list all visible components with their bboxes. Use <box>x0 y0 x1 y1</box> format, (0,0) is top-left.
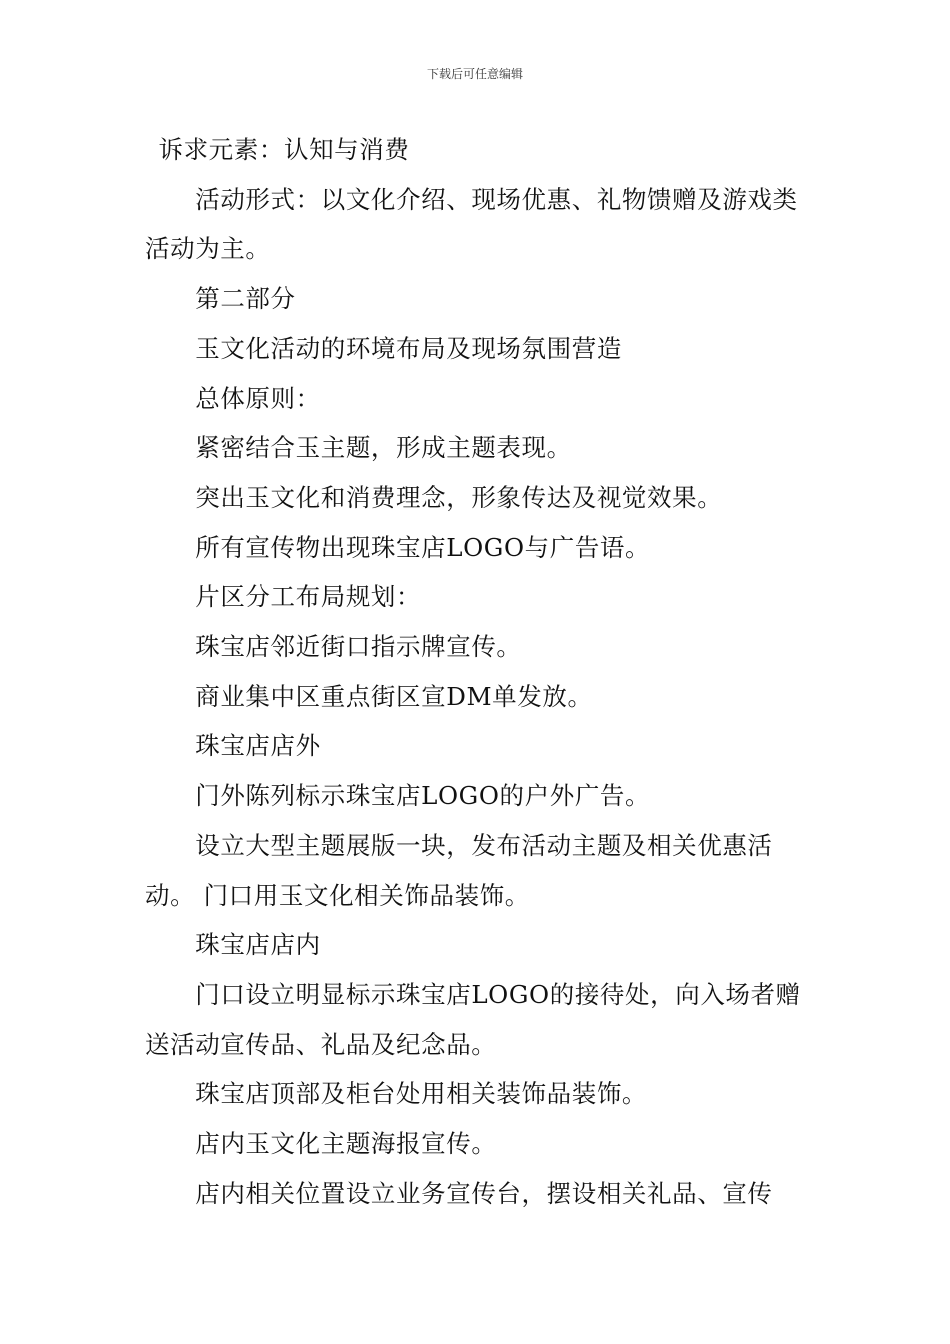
section-heading-part-two: 第二部分 <box>195 284 296 314</box>
paragraph-zone-planning: 片区分工布局规划： <box>195 582 422 612</box>
paragraph-outside-1: 门外陈列标示珠宝店LOGO的户外广告。 <box>195 781 651 811</box>
paragraph-inside-4: 店内相关位置设立业务宣传台，摆设相关礼品、宣传 <box>195 1178 773 1208</box>
paragraph-environment-layout: 玉文化活动的环境布局及现场氛围营造 <box>195 333 622 363</box>
paragraph-principle-1: 紧密结合玉主题，形成主题表现。 <box>195 433 572 463</box>
paragraph-principle-2: 突出玉文化和消费理念，形象传达及视觉效果。 <box>195 482 723 512</box>
paragraph-inside-2: 珠宝店顶部及柜台处用相关装饰品装饰。 <box>195 1079 648 1109</box>
paragraph-activity-form: 活动形式：以文化介绍、现场优惠、礼物馈赠及游戏类活动为主。 <box>145 184 798 264</box>
paragraph-outside-2: 设立大型主题展版一块，发布活动主题及相关优惠活动。 门口用玉文化相关饰品装饰。 <box>145 830 773 910</box>
header-note: 下载后可任意编辑 <box>426 67 523 81</box>
paragraph-appeal-elements: 诉求元素：认知与消费 <box>158 135 410 164</box>
paragraph-zone-2: 商业集中区重点街区宣DM单发放。 <box>195 681 593 711</box>
paragraph-principle-3: 所有宣传物出现珠宝店LOGO与广告语。 <box>195 532 651 562</box>
paragraph-inside-1: 门口设立明显标示珠宝店LOGO的接待处，向入场者赠送活动宣传品、礼品及纪念品。 <box>145 979 801 1059</box>
paragraph-inside-3: 店内玉文化主题海报宣传。 <box>195 1129 497 1159</box>
paragraph-zone-1: 珠宝店邻近街口指示牌宣传。 <box>195 632 522 662</box>
subheading-store-outside: 珠宝店店外 <box>195 731 321 761</box>
document-body <box>145 125 810 1218</box>
subheading-store-inside: 珠宝店店内 <box>195 930 321 960</box>
paragraph-general-principles: 总体原则： <box>195 383 321 413</box>
